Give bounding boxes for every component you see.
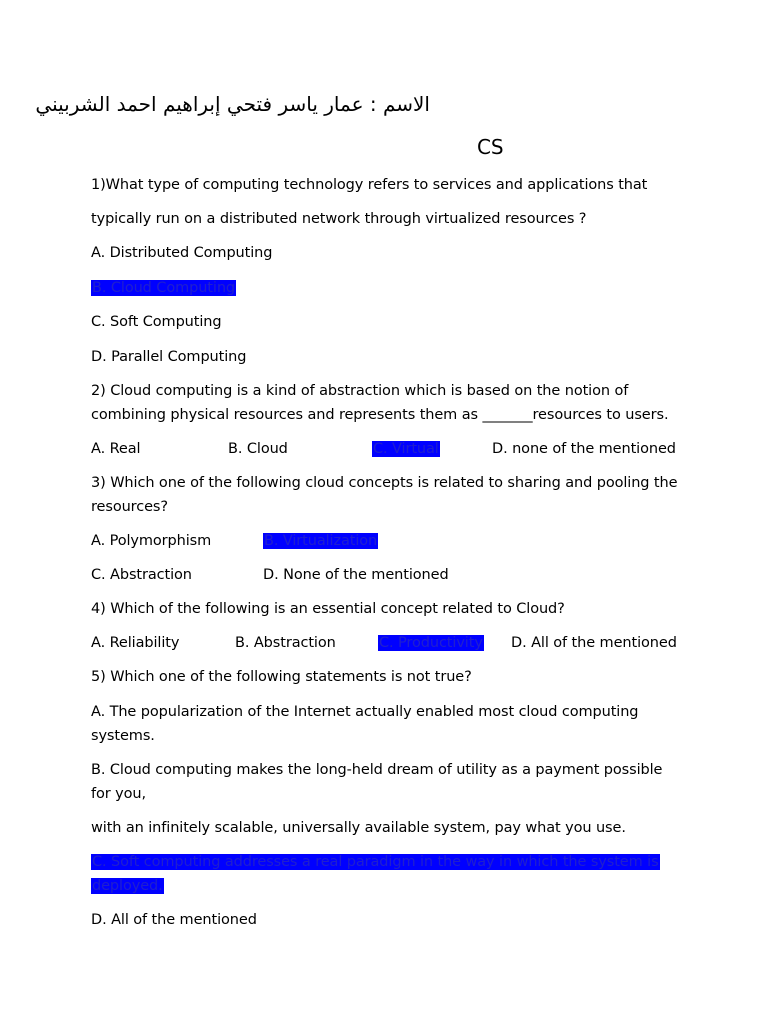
student-name: الاسم : عمار ياسر فتحي إبراهيم احمد الشربيني bbox=[35, 92, 430, 116]
q2-option-d: D. none of the mentioned bbox=[492, 441, 676, 457]
q2-text-line2: combining physical resources and represents them as _______resources to users. bbox=[91, 407, 669, 423]
q1-text-line2: typically run on a distributed network through virtualized resources ? bbox=[91, 211, 587, 227]
q2-text-line1: 2) Cloud computing is a kind of abstraction which is based on the notion of bbox=[91, 383, 629, 399]
q3-option-b-highlighted: B. Virtualization bbox=[264, 533, 378, 549]
q3-option-c: C. Abstraction bbox=[91, 567, 192, 583]
q4-option-c-highlighted: C. Productivity bbox=[379, 635, 483, 651]
q5-option-b-line2: for you, bbox=[91, 786, 146, 802]
q1-option-c: C. Soft Computing bbox=[91, 314, 222, 330]
q5-option-a-line1: A. The popularization of the Internet actually enabled most cloud computing bbox=[91, 704, 639, 720]
q4-option-a: A. Reliability bbox=[91, 635, 180, 651]
q2-option-c-highlighted: C. Virtual bbox=[373, 441, 439, 457]
q1-option-b-highlighted: B. Cloud Computing bbox=[92, 280, 236, 296]
q1-option-a: A. Distributed Computing bbox=[91, 245, 273, 261]
q3-option-a: A. Polymorphism bbox=[91, 533, 212, 549]
q1-text-line1: 1)What type of computing technology refers to services and applications that bbox=[91, 177, 648, 193]
q4-text-line1: 4) Which of the following is an essential concept related to Cloud? bbox=[91, 601, 565, 617]
q3-option-d: D. None of the mentioned bbox=[263, 567, 449, 583]
q5-text-line1: 5) Which one of the following statements is not true? bbox=[91, 669, 472, 685]
q4-option-d: D. All of the mentioned bbox=[511, 635, 677, 651]
q3-text-line2: resources? bbox=[91, 499, 168, 515]
q5-option-d: D. All of the mentioned bbox=[91, 912, 257, 928]
q5-option-b-line3: with an infinitely scalable, universally available system, pay what you use. bbox=[91, 820, 626, 836]
q4-option-b: B. Abstraction bbox=[235, 635, 336, 651]
q2-option-b: B. Cloud bbox=[228, 441, 288, 457]
q5-option-b-line1: B. Cloud computing makes the long-held dream of utility as a payment possible bbox=[91, 762, 663, 778]
q5-option-c-highlighted-line2: deployed. bbox=[92, 878, 163, 894]
q5-option-a-line2: systems. bbox=[91, 728, 155, 744]
q2-option-a: A. Real bbox=[91, 441, 141, 457]
q3-text-line1: 3) Which one of the following cloud concepts is related to sharing and pooling the bbox=[91, 475, 678, 491]
q5-option-c-highlighted-line1: C. Soft computing addresses a real paradigm in the way in which the system is bbox=[92, 854, 659, 870]
q1-option-d: D. Parallel Computing bbox=[91, 349, 247, 365]
subject-label: CS bbox=[477, 135, 504, 159]
